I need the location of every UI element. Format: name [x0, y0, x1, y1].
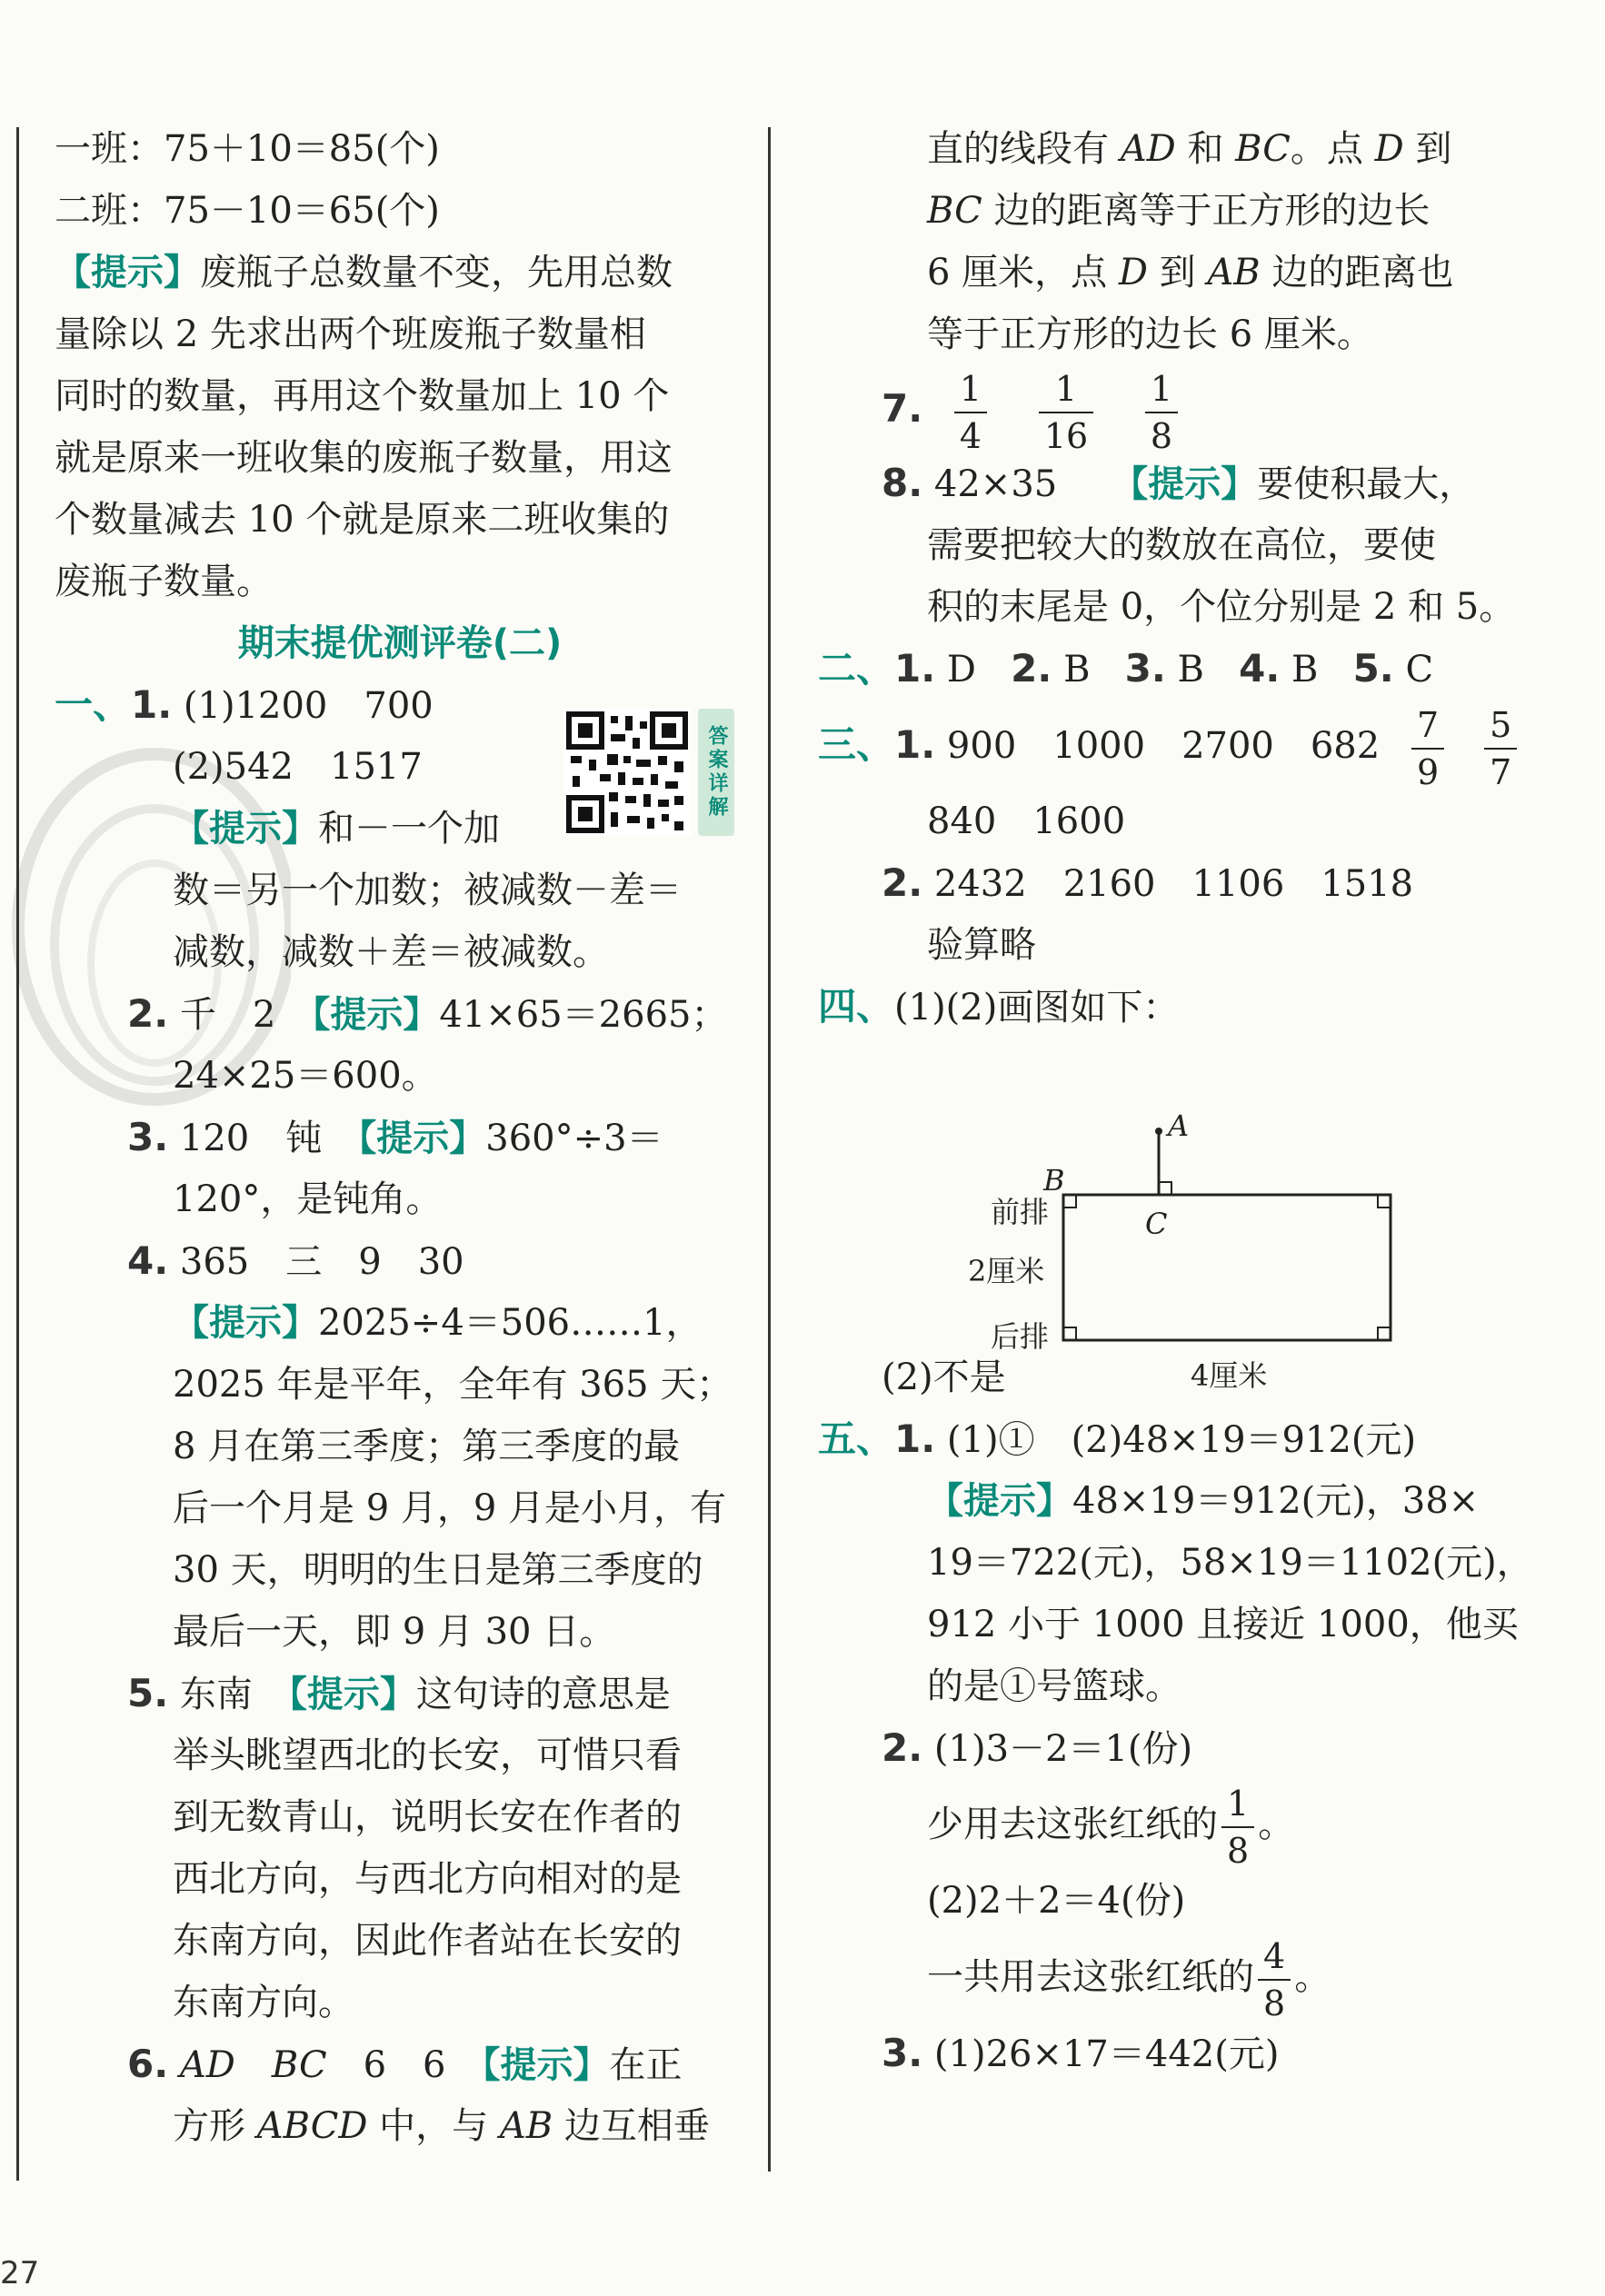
section-label: 三、: [818, 722, 895, 767]
hint-tag: 【提示】: [482, 2044, 610, 2086]
corner-mark: [1063, 1195, 1076, 1208]
question-number: 3.: [882, 2031, 923, 2075]
question-number: 1.: [894, 722, 936, 767]
question-4: 4. 365 三 9 30: [127, 1238, 464, 1283]
answer-line: 验算略: [927, 924, 1036, 966]
fraction: $\frac{7}{9}$: [1411, 708, 1444, 790]
label-b: B: [1043, 1163, 1065, 1198]
section-5-q2: 2. (1)3－2＝1(份): [882, 1725, 1193, 1770]
hint-line: 8 月在第三季度；第三季度的最: [173, 1426, 681, 1467]
hint-tag: 【提示】: [173, 808, 318, 850]
hint-line: 方形 ABCD 中，与 AB 边互相垂: [173, 2105, 710, 2147]
fraction: $\frac{1}{16}$: [1039, 372, 1093, 453]
hint-line: 直的线段有 AD 和 BC。点 D 到: [927, 128, 1452, 170]
question-number: 3.: [127, 1115, 169, 1159]
hint-line: 912 小于 1000 且接近 1000，他买: [927, 1604, 1519, 1645]
hint-line: 19＝722(元)，58×19＝1102(元)，: [927, 1542, 1533, 1584]
question-number: 7.: [882, 386, 923, 431]
hint-line: 废瓶子数量。: [55, 561, 273, 602]
hint-line: 【提示】废瓶子总数量不变，先用总数: [55, 252, 673, 293]
question-number: 2.: [127, 991, 169, 1036]
section-2-answers: 二、1. D 2. B 3. B 4. B 5. C: [818, 646, 1434, 691]
section-4: 四、(1)(2)画图如下：: [818, 984, 1180, 1029]
corner-mark: [1378, 1327, 1391, 1340]
answer-line: 840 1600: [927, 800, 1126, 842]
section-label: 一、: [55, 682, 132, 727]
hint-tag: 【提示】: [55, 252, 200, 293]
answer-qr-code[interactable]: [563, 709, 736, 845]
hint-line: 30 天，明明的生日是第三季度的: [173, 1549, 703, 1591]
section-3-q1: 三、1. 900 1000 2700 682 $\frac{7}{9}$ $\frac{5}{7}$: [818, 700, 1518, 790]
answer-line: 一班：75＋10＝85(个): [55, 128, 440, 170]
hint-line: 东南方向。: [173, 1982, 354, 2023]
hint-line: 减数，减数＋差＝被减数。: [173, 931, 609, 973]
question-3: 3. 120 钝 【提示】360°÷3＝: [127, 1115, 663, 1159]
section-label: 四、: [818, 984, 895, 1029]
hint-line: 最后一天，即 9 月 30 日。: [173, 1611, 616, 1653]
hint-line: 等于正方形的边长 6 厘米。: [927, 313, 1373, 355]
question-8: 8. 42×35 【提示】要使积最大，: [882, 461, 1476, 505]
hint-tag: 【提示】: [927, 1480, 1072, 1522]
hint-line: 西北方向，与西北方向相对的是: [173, 1858, 682, 1900]
left-column: [55, 118, 745, 2157]
question-1: 一、1. (1)1200 700: [55, 682, 434, 727]
corner-mark: [1063, 1327, 1076, 1340]
rectangle-diagram: [963, 1099, 1436, 1408]
answer-line: 少用去这张红纸的 $\frac{1}{8}$ 。: [927, 1784, 1295, 1871]
question-number: 2.: [882, 1725, 923, 1770]
fraction: $\frac{1}{8}$: [1145, 372, 1178, 453]
section-3-q2: 2. 2432 2160 1106 1518: [882, 860, 1414, 905]
hint-line: 同时的数量，再用这个数量加上 10 个: [55, 375, 670, 417]
question-number: 1.: [131, 682, 173, 727]
question-7: [818, 365, 1518, 456]
section-title: 期末提优测评卷(二): [237, 622, 563, 664]
hint-line: 到无数青山，说明长安在作者的: [173, 1796, 682, 1838]
label-height: 2厘米: [968, 1254, 1045, 1288]
label-c: C: [1145, 1207, 1168, 1241]
hint-line: 需要把较大的数放在高位，要使: [927, 524, 1436, 566]
fraction: $\frac{4}{8}$: [1258, 1939, 1291, 2021]
hint-line: 【提示】2025÷4＝506……1，: [173, 1302, 703, 1344]
page-number: 27: [0, 2255, 40, 2291]
answer-line: 二班：75－10＝65(个): [55, 190, 440, 232]
fraction: $\frac{5}{7}$: [1484, 708, 1517, 790]
label-back-row: 后排: [991, 1319, 1050, 1354]
hint-line: 【提示】和－一个加: [173, 808, 500, 850]
corner-mark: [1378, 1195, 1391, 1208]
hint-line: 的是①号篮球。: [927, 1665, 1181, 1707]
question-5: 5. 东南 【提示】这句诗的意思是: [127, 1671, 671, 1715]
answer-line: (2)不是: [882, 1357, 1006, 1398]
hint-line: 数＝另一个加数；被减数－差＝: [173, 870, 682, 911]
section-5-q3: 3. (1)26×17＝442(元): [882, 2031, 1280, 2075]
hint-line: 2025 年是平年，全年有 365 天；: [173, 1364, 733, 1406]
label-width: 4厘米: [1191, 1358, 1268, 1393]
question-number: 6.: [127, 2042, 169, 2086]
section-label: 五、: [818, 1416, 895, 1461]
hint-tag: 【提示】: [1130, 463, 1258, 505]
hint-tag: 【提示】: [173, 1302, 318, 1344]
hint-tag: 【提示】: [288, 1674, 416, 1715]
hint-line: 【提示】48×19＝912(元)，38×: [927, 1480, 1480, 1522]
hint-tag: 【提示】: [312, 994, 440, 1036]
point-a: [1155, 1128, 1162, 1135]
hint-line: 后一个月是 9 月，9 月是小月，有: [173, 1487, 727, 1529]
hint-line: 东南方向，因此作者站在长安的: [173, 1920, 682, 1962]
question-number: 4.: [127, 1238, 169, 1283]
rectangle-shape: [1063, 1195, 1391, 1340]
question-number: 5.: [127, 1671, 169, 1715]
question-number: 1.: [894, 1416, 936, 1461]
left-margin-rule: [16, 127, 19, 2181]
hint-line: 就是原来一班收集的废瓶子数量，用这: [55, 437, 673, 479]
hint-line: 24×25＝600。: [173, 1055, 438, 1097]
question-number: 8.: [882, 461, 923, 505]
hint-line: 积的末尾是 0，个位分别是 2 和 5。: [927, 586, 1516, 628]
section-label: 二、: [818, 646, 895, 691]
question-number: 2.: [882, 860, 923, 905]
label-front-row: 前排: [991, 1195, 1050, 1229]
fraction: $\frac{1}{4}$: [954, 372, 987, 453]
hint-line: 量除以 2 先求出两个班废瓶子数量相: [55, 313, 646, 355]
hint-line: 举头眺望西北的长安，可惜只看: [173, 1734, 682, 1776]
label-a: A: [1168, 1108, 1190, 1143]
column-divider: [768, 127, 771, 2172]
qr-code-icon: [563, 709, 691, 836]
question-2: 2. 千 2 【提示】41×65＝2665；: [127, 991, 728, 1036]
hint-line: 6 厘米，点 D 到 AB 边的距离也: [927, 252, 1454, 293]
answer-line: (2)542 1517: [173, 746, 423, 788]
question-6: 6. AD BC 6 6 【提示】在正: [127, 2042, 683, 2086]
fraction: $\frac{1}{8}$: [1221, 1786, 1254, 1868]
hint-line: 个数量减去 10 个就是原来二班收集的: [55, 499, 670, 541]
qr-label: 答案详解: [698, 709, 734, 836]
answer-line: (2)2＋2＝4(份): [927, 1880, 1186, 1922]
right-angle-mark: [1159, 1182, 1171, 1195]
hint-line: 120°，是钝角。: [173, 1178, 443, 1220]
hint-tag: 【提示】: [358, 1118, 486, 1159]
hint-line: BC 边的距离等于正方形的边长: [927, 190, 1431, 232]
section-5-q1: 五、1. (1)① (2)48×19＝912(元): [818, 1416, 1417, 1461]
answer-line: 一共用去这张红纸的 $\frac{4}{8}$ 。: [927, 1936, 1331, 2023]
